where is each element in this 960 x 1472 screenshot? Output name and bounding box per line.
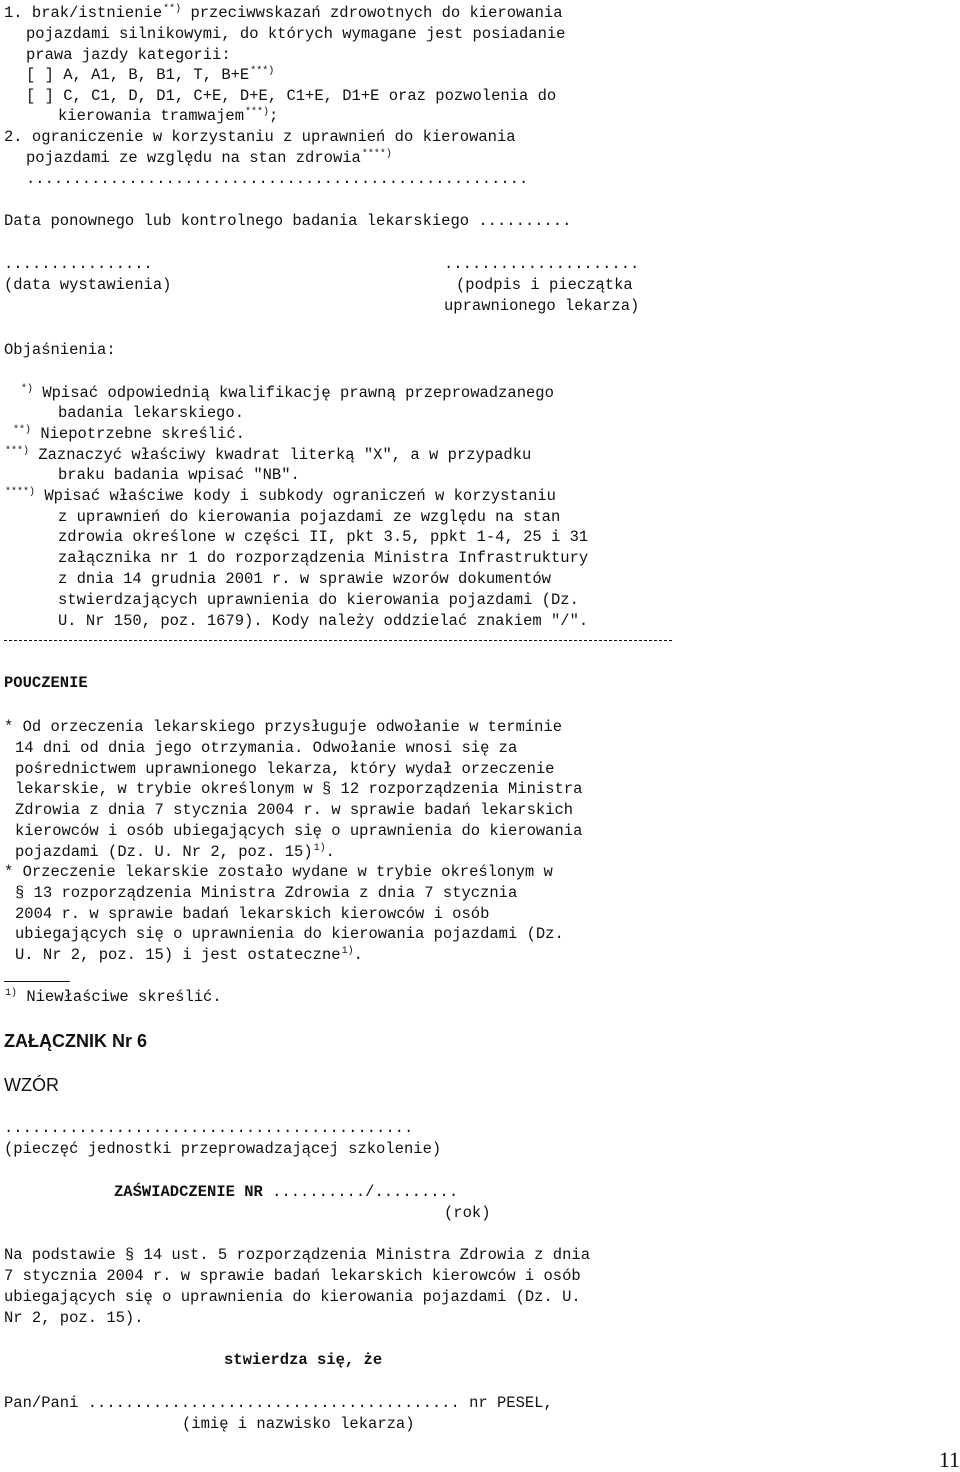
pouczenie-1-line-1: * Od orzeczenia lekarskiego przysługuje odwołanie w terminie xyxy=(4,718,563,736)
pouczenie-1-line-7: pojazdami (Dz. U. Nr 2, poz. 15)$^{1)}$. xyxy=(15,843,335,861)
note-4-line-5: z dnia 14 grudnia 2001 r. w sprawie wzorów dokumentów xyxy=(58,570,551,588)
note-4-line-1: ****) Wpisać właściwe kody i subkody ograniczeń w korzystaniu xyxy=(5,487,556,505)
note-2: **) Niepotrzebne skreślić. xyxy=(13,425,245,443)
pouczenie-1-line-6: kierowców i osób ubiegających się o uprawnienia do kierowania xyxy=(15,822,583,840)
recheck-date-line: Data ponownego lub kontrolnego badania lekarskiego .......... xyxy=(4,212,572,230)
item-1-line-3: prawa jazdy kategorii: xyxy=(26,46,231,64)
pouczenie-2-line-2: § 13 rozporządzenia Ministra Zdrowia z dnia 7 stycznia xyxy=(15,884,518,902)
issue-date-label: (data wystawienia) xyxy=(4,276,172,294)
signature-label-1: (podpis i pieczątka xyxy=(456,276,633,294)
pouczenie-1-line-2: 14 dni od dnia jego otrzymania. Odwołanie wnosi się za xyxy=(15,739,518,757)
tram-permit-line: kierowania tramwajem***); xyxy=(58,107,279,125)
footnote-rule xyxy=(4,981,70,982)
legal-basis-line-1: Na podstawie § 14 ust. 5 rozporządzenia Ministra Zdrowia z dnia xyxy=(4,1246,590,1264)
year-label: (rok) xyxy=(444,1204,491,1222)
stamp-label: (pieczęć jednostki przeprowadzającej szkolenie) xyxy=(4,1140,442,1158)
note-1-line-2: badania lekarskiego. xyxy=(58,404,245,422)
note-3-line-1: ***) Zaznaczyć właściwy kwadrat literką "X", a w przypadku xyxy=(5,446,532,464)
item-2-line-2: pojazdami ze względu na stan zdrowia****) xyxy=(26,149,392,167)
confirms-heading: stwierdza się, że xyxy=(224,1351,383,1369)
note-4-line-7: U. Nr 150, poz. 1679). Kody należy oddzielać znakiem "/". xyxy=(58,612,589,630)
page-number: 11 xyxy=(938,1447,960,1472)
signature-label-2: uprawnionego lekarza) xyxy=(444,297,640,315)
pouczenie-heading: POUCZENIE xyxy=(4,674,88,692)
name-pesel-line: Pan/Pani ........................................ nr PESEL, xyxy=(4,1394,553,1412)
annex-title: ZAŁĄCZNIK Nr 6 xyxy=(4,1031,147,1051)
note-4-line-2: z uprawnień do kierowania pojazdami ze względu na stan xyxy=(58,508,561,526)
item-2-line-1: 2. ograniczenie w korzystaniu z uprawnień do kierowania xyxy=(4,128,516,146)
legal-basis-line-3: ubiegających się o uprawnienia do kierowania pojazdami (Dz. U. xyxy=(4,1288,581,1306)
legal-basis-line-4: Nr 2, poz. 15). xyxy=(4,1309,144,1327)
category-option-c: [ ] C, C1, D, D1, C+E, D+E, C1+E, D1+E oraz pozwolenia do xyxy=(26,87,557,105)
item-1-line-1: 1. brak/istnienie**) przeciwwskazań zdrowotnych do kierowania xyxy=(4,4,563,22)
note-4-line-3: zdrowia określone w części II, pkt 3.5, ppkt 1-4, 25 i 31 xyxy=(58,528,589,546)
pouczenie-2-line-1: * Orzeczenie lekarskie zostało wydane w trybie określonym w xyxy=(4,863,553,881)
pouczenie-2-line-3: 2004 r. w sprawie badań lekarskich kierowców i osób xyxy=(15,905,490,923)
signature-dots: ..................... xyxy=(444,255,640,273)
notes-heading: Objaśnienia: xyxy=(4,341,116,359)
name-label: (imię i nazwisko lekarza) xyxy=(182,1415,415,1433)
item-1-line-2: pojazdami silnikowymi, do których wymagane jest posiadanie xyxy=(26,25,566,43)
stamp-dots: ............................................ xyxy=(4,1119,414,1137)
footnote: $^{1)}$ Niewłaściwe skreślić. xyxy=(5,988,222,1006)
pouczenie-1-line-3: pośrednictwem uprawnionego lekarza, który wydał orzeczenie xyxy=(15,760,555,778)
template-label: WZÓR xyxy=(4,1075,59,1095)
note-4-line-6: stwierdzających uprawnienia do kierowania pojazdami (Dz. xyxy=(58,591,579,609)
pouczenie-2-line-4: ubiegających się o uprawnienia do kierowania pojazdami (Dz. xyxy=(15,925,564,943)
note-1-line-1: *) Wpisać odpowiednią kwalifikację prawną przeprowadzanego xyxy=(21,384,554,402)
section-separator xyxy=(4,640,672,641)
legal-basis-line-2: 7 stycznia 2004 r. w sprawie badań lekarskich kierowców i osób xyxy=(4,1267,581,1285)
note-3-line-2: braku badania wpisać "NB". xyxy=(58,466,300,484)
restriction-dotted-line: ...................................................... xyxy=(26,170,529,188)
certificate-title: ZAŚWIADCZENIE NR ........../......... xyxy=(114,1183,459,1201)
note-4-line-4: załącznika nr 1 do rozporządzenia Ministra Infrastruktury xyxy=(58,549,589,567)
issue-date-dots: ................ xyxy=(4,255,153,273)
pouczenie-1-line-5: Zdrowia z dnia 7 stycznia 2004 r. w sprawie badań lekarskich xyxy=(15,801,574,819)
pouczenie-1-line-4: lekarskie, w trybie określonym w § 12 rozporządzenia Ministra xyxy=(15,780,583,798)
pouczenie-2-line-5: U. Nr 2, poz. 15) i jest ostateczne$^{1)}$. xyxy=(15,946,363,964)
category-option-a: [ ] A, A1, B, B1, T, B+E***) xyxy=(26,66,275,84)
